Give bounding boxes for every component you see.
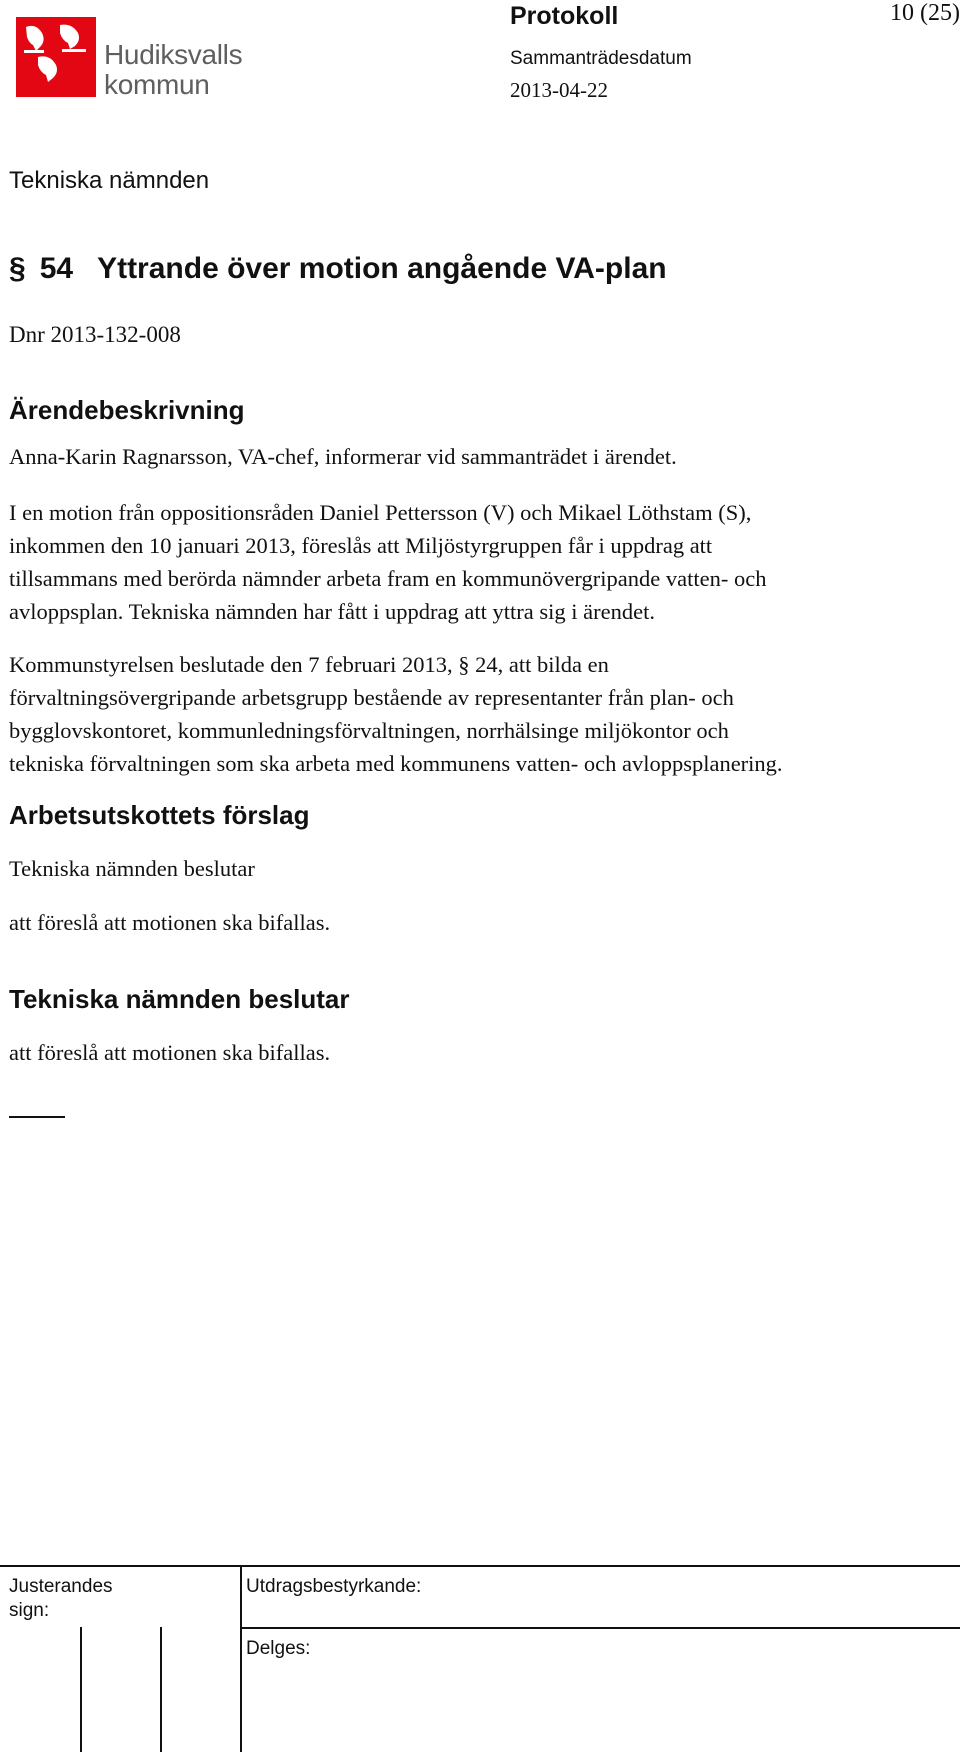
heading-beslut: Tekniska nämnden beslutar <box>9 984 350 1014</box>
text-line: tekniska förvaltningen som ska arbeta med kommunens vatten- och avloppsplanering. <box>9 751 783 776</box>
text-line: I en motion från oppositionsråden Daniel Pettersson (V) och Mikael Löthstam (S), <box>9 500 752 525</box>
committee-name: Tekniska nämnden <box>9 167 210 194</box>
text-line: bygglovskontoret, kommunledningsförvaltningen, norrhälsinge miljökontor och <box>9 718 729 743</box>
paragraph-motion <box>9 496 954 628</box>
end-rule <box>9 1116 65 1118</box>
decision-att: att föreslå att motionen ska bifallas. <box>9 1040 331 1065</box>
hudiksvall-logo <box>16 17 96 97</box>
justerandes-line-1: Justerandes <box>9 1576 113 1597</box>
text-line: förvaltningsövergripande arbetsgrupp bestående av representanter från plan- och <box>9 685 734 710</box>
section-title-text: Yttrande över motion angående VA-plan <box>97 252 667 285</box>
text-line: tillsammans med berörda nämnder arbeta fram en kommunövergripande vatten- och <box>9 566 767 591</box>
signature-box-divider <box>80 1627 82 1752</box>
section-title <box>9 252 954 286</box>
heading-arendebeskrivning: Ärendebeskrivning <box>9 395 245 425</box>
meeting-date: 2013-04-22 <box>510 78 608 102</box>
paragraph-informerar: Anna-Karin Ragnarsson, VA-chef, informerar vid sammanträdet i ärendet. <box>9 444 677 469</box>
meeting-date-label: Sammanträdesdatum <box>510 48 692 69</box>
footer-divider <box>240 1567 242 1752</box>
signature-box-divider <box>160 1627 162 1752</box>
heading-arbetsutskottets-forslag: Arbetsutskottets förslag <box>9 800 310 830</box>
diary-number: Dnr 2013-132-008 <box>9 322 181 347</box>
proposal-att: att föreslå att motionen ska bifallas. <box>9 910 331 935</box>
justerandes-line-2: sign: <box>9 1600 50 1621</box>
page-number: 10 (25) <box>890 0 960 26</box>
paragraph-kommunstyrelsen <box>9 648 954 780</box>
logo-line-2: kommun <box>104 69 210 100</box>
justerandes-label <box>9 1575 113 1623</box>
section-symbol: § <box>9 252 26 285</box>
footer-row-divider <box>240 1627 960 1629</box>
logo-line-1: Hudiksvalls <box>104 39 243 70</box>
section-number: 54 <box>39 252 74 285</box>
proposal-line: Tekniska nämnden beslutar <box>9 856 255 881</box>
text-line: Kommunstyrelsen beslutade den 7 februari 2013, § 24, att bilda en <box>9 652 609 677</box>
text-line: inkommen den 10 januari 2013, föreslås att Miljöstyrgruppen får i uppdrag att <box>9 533 713 558</box>
utdragsbestyrkande-label: Utdragsbestyrkande: <box>246 1576 422 1597</box>
text-line: avloppsplan. Tekniska nämnden har fått i uppdrag att yttra sig i ärendet. <box>9 599 655 624</box>
delges-label: Delges: <box>246 1638 311 1659</box>
document-type: Protokoll <box>510 2 619 30</box>
logo-wordmark <box>104 40 242 100</box>
signature-footer <box>0 1565 960 1752</box>
